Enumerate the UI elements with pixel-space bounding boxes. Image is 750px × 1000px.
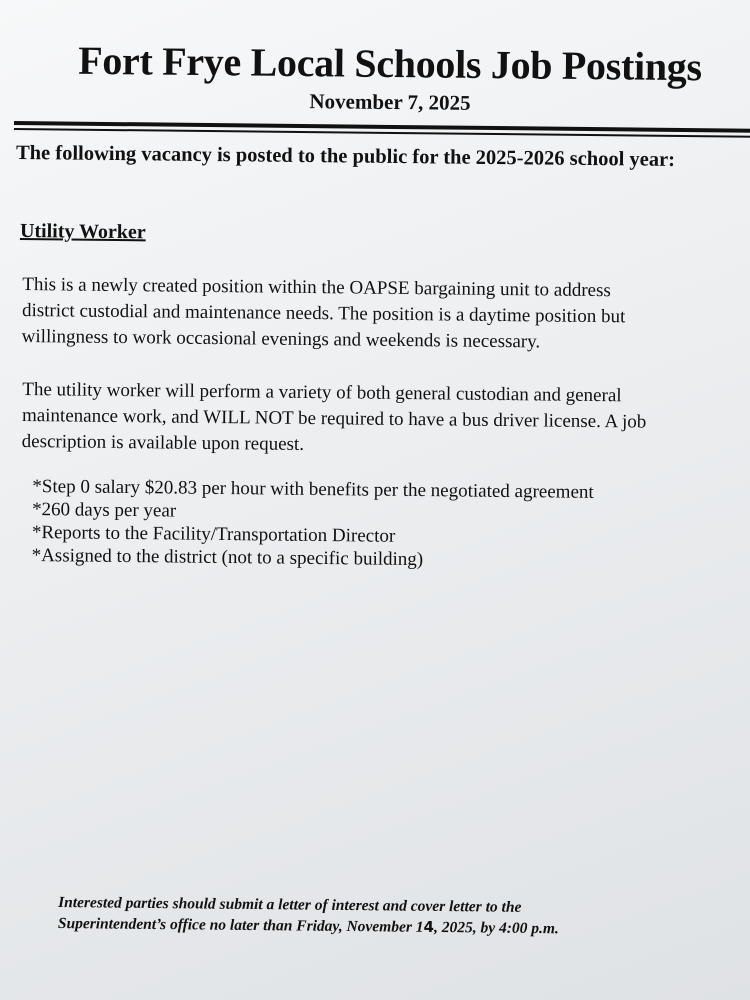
list-item: *Step 0 salary $20.83 per hour with benefits per the negotiated agreement [32,476,594,503]
handwritten-digit: 4 [423,917,435,936]
paragraph-line: district custodial and maintenance needs. The position is a daytime position but [21,300,626,328]
position-description-paragraph [22,272,743,358]
paragraph-line: This is a newly created position within the OAPSE bargaining unit to address [22,274,611,302]
footer-line: Interested parties should submit a letter of interest and cover letter to the [58,894,522,916]
paragraph-line: The utility worker will perform a variety of both general custodian and general [22,379,622,407]
list-item: *260 days per year [32,499,177,522]
page-title: Fort Frye Local Schools Job Postings [77,37,703,90]
intro-statement: The following vacancy is posted to the public for the 2025-2026 school year: [15,142,676,171]
application-instructions [58,893,559,939]
list-item: *Assigned to the district (not to a specific building) [31,544,424,571]
list-item: *Reports to the Facility/Transportation Director [31,521,396,547]
footer-text: , 2025, by 4:00 p.m. [433,918,559,938]
paragraph-line: description is available upon request. [21,430,305,455]
position-duties-paragraph [22,377,743,463]
footer-line [58,913,559,939]
position-details-list [32,475,594,573]
paragraph-line: maintenance work, and WILL NOT be required to have a bus driver license. A job [21,405,647,433]
position-title: Utility Worker [19,220,146,244]
posting-date: November 7, 2025 [309,89,471,115]
paragraph-line: willingness to work occasional evenings and weekends is necessary. [21,325,541,353]
footer-text: Superintendent’s office no later than Friday, November 1 [57,914,424,936]
